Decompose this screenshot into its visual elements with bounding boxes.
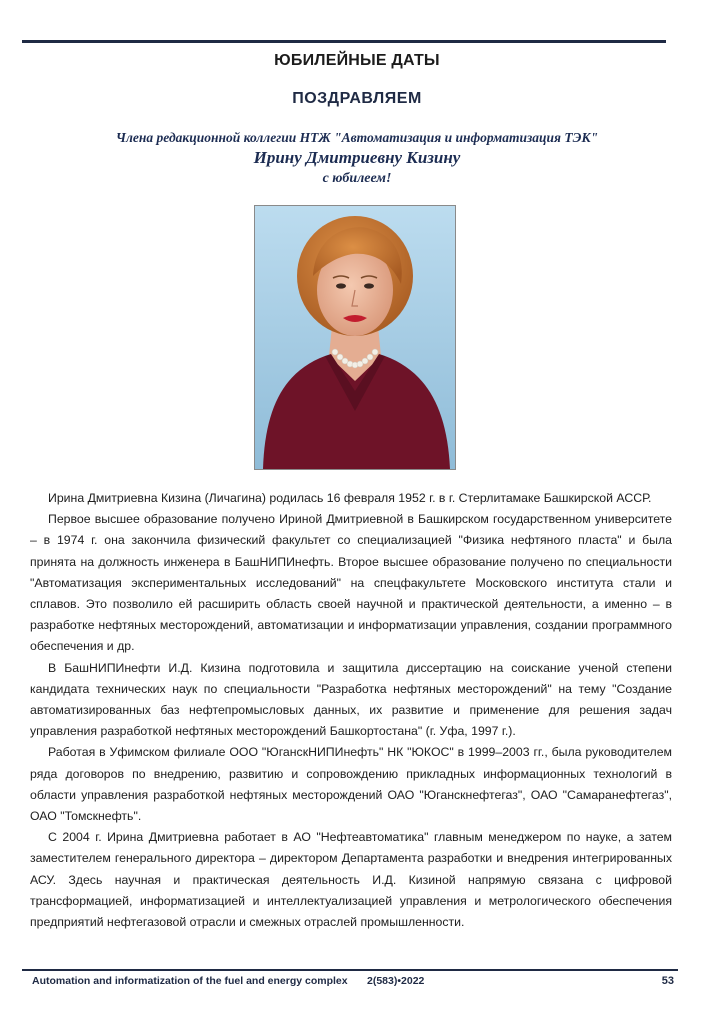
top-rule — [22, 40, 666, 43]
honoree-name: Ирину Дмитриевну Кизину — [253, 148, 461, 167]
jubilee-line: с юбилеем! — [322, 171, 392, 186]
article-body — [30, 488, 672, 933]
portrait-photo — [254, 205, 456, 470]
paragraph: Первое высшее образование получено Ириной Дмитриевной в Башкирском государственном университете – в 1974 г. она закончила физический факультет со специализацией "Физика нефтяного пласта" и была принята на должность инженера в БашНИПИнефть. Второе высшее образование получено по специальности "Автоматизация экспериментальных исследований" на спецфакультете Московского института стали и сплавов. Это позволило ей расширить область своей научной и практической деятельности, а именно – в разработке нефтяных месторождений, автоматизации и информатизации управления, создании программного обеспечения и др. — [30, 512, 672, 654]
page-number: 53 — [661, 975, 674, 987]
paragraph: Ирина Дмитриевна Кизина (Личагина) родилась 16 февраля 1952 г. в г. Стерлитамаке Башкирской АССР. — [48, 491, 652, 505]
journal-title: Automation and informatization of the fuel and energy complex — [32, 975, 348, 987]
issue-number: 2(583)•2022 — [367, 975, 425, 987]
paragraph: С 2004 г. Ирина Дмитриевна работает в АО "Нефтеавтоматика" главным менеджером по науке, а затем заместителем генерального директора – директором Департамента разработки и внедрения интегрированных АСУ. Здесь научная и практическая деятельность И.Д. Кизиной напрямую связана с цифровой трансформацией, информатизацией и интеллектуализацией управления и метрологического обеспечения предприятий нефтегазовой отрасли и смежных отраслей промышленности. — [30, 830, 672, 930]
subtitle: Члена редакционной коллегии НТЖ "Автоматизация и информатизация ТЭК" — [115, 130, 599, 145]
section-title: ЮБИЛЕЙНЫЕ ДАТЫ — [274, 52, 440, 69]
bottom-rule — [22, 969, 678, 971]
paragraph: В БашНИПИнефти И.Д. Кизина подготовила и защитила диссертацию на соискание ученой степени кандидата технических наук по специальности "Разработка нефтяных месторождений" на тему "Создание автоматизированных баз нефтепромысловых данных, их развитие и применение для решения задач управления разработкой нефтяных месторождений Башкортостана" (г. Уфа, 1997 г.). — [30, 660, 672, 739]
congrats-heading: ПОЗДРАВЛЯЕМ — [292, 90, 422, 107]
paragraph: Работая в Уфимском филиале ООО "ЮганскНИПИнефть" НК "ЮКОС" в 1999–2003 гг., была руководителем ряда договоров по внедрению, развитию и сопровождению прикладных информационных технологий в области управления разработкой нефтяных месторождений ОАО "Юганскнефтегаз", ОАО "Самаранефтегаз", ОАО "Томскнефть". — [30, 745, 672, 824]
